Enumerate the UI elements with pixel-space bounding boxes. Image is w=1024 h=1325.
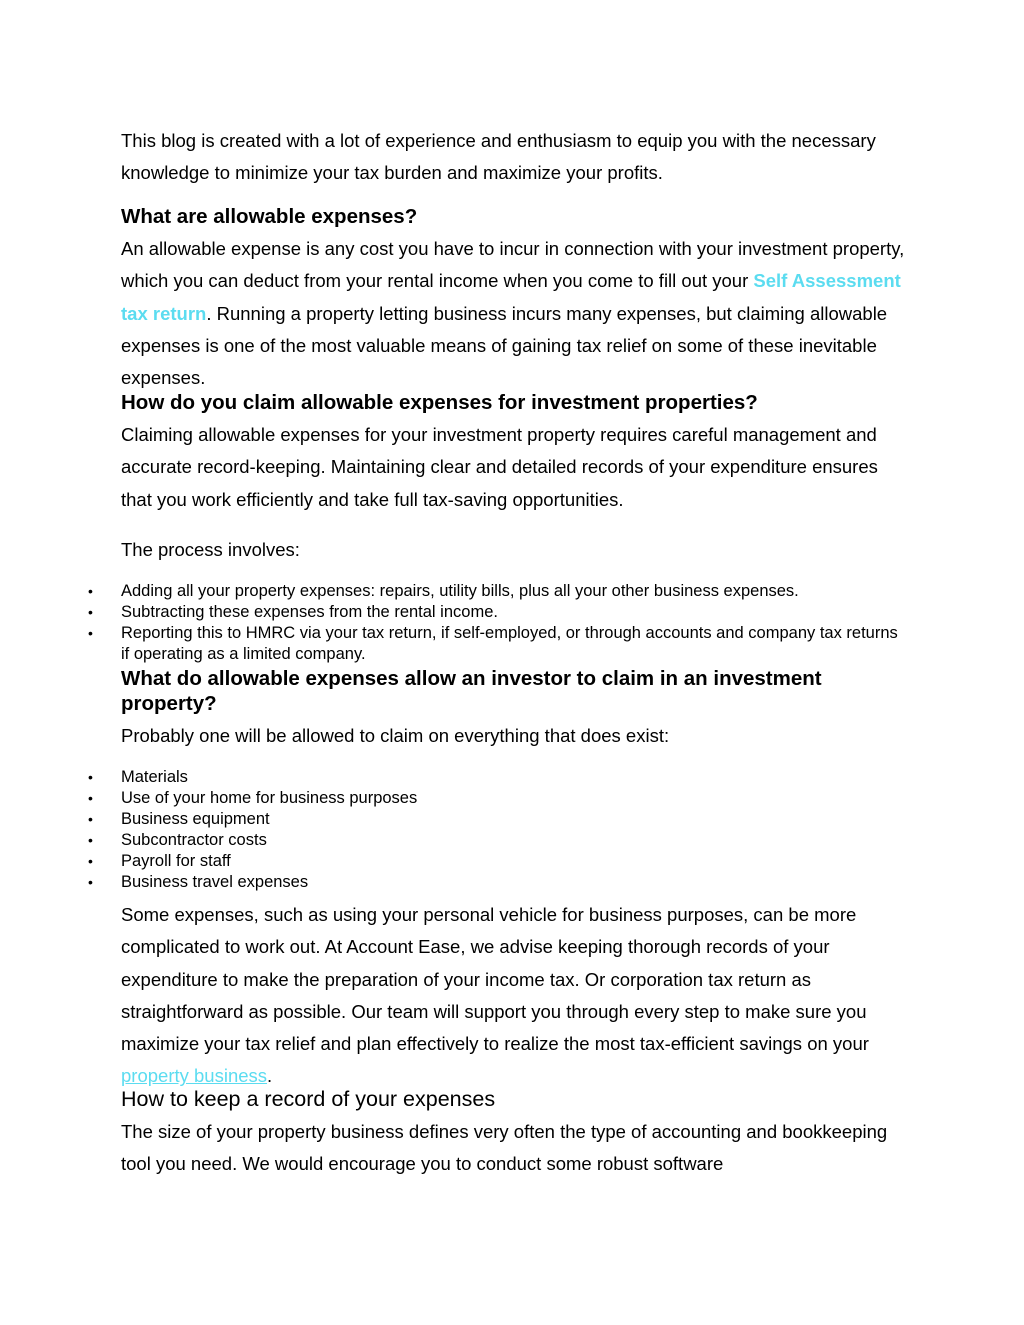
list-item-text: Subcontractor costs bbox=[121, 831, 267, 849]
list-item-text: Materials bbox=[121, 768, 188, 786]
record-keeping-paragraph: The size of your property business defines very often the type of accounting and bookkeeping tool you need. We would encourage you to conduct some robust software bbox=[121, 1121, 888, 1175]
process-intro-text: The process involves: bbox=[121, 538, 300, 560]
self-assessment-link[interactable]: Self Assessment tax return bbox=[121, 270, 901, 324]
allowable-expenses-paragraph bbox=[121, 233, 911, 394]
list-item-text: Reporting this to HMRC via your tax return, if self-employed, or through accounts and company tax returns if operating as a limited company. bbox=[121, 624, 898, 663]
closing-section bbox=[121, 899, 911, 1093]
list-item bbox=[0, 851, 910, 872]
bullet-icon: • bbox=[88, 811, 93, 827]
list-item bbox=[0, 602, 910, 623]
section-heading-allowable-expenses: What are allowable expenses? bbox=[121, 205, 418, 228]
list-item-text: Payroll for staff bbox=[121, 852, 231, 870]
allowable-expenses-text-start: An allowable expense is any cost you have to incur in connection with your investment property, which you can deduct from your rental income when you come to fill out your bbox=[121, 238, 905, 292]
list-item bbox=[0, 872, 910, 893]
claim-expenses-section bbox=[121, 390, 911, 566]
bullet-icon: • bbox=[88, 790, 93, 806]
list-item bbox=[0, 581, 910, 602]
bullet-icon: • bbox=[88, 769, 93, 785]
property-business-link[interactable]: property business bbox=[121, 1065, 268, 1087]
list-item-text: Adding all your property expenses: repairs, utility bills, plus all your other business expenses. bbox=[121, 582, 799, 600]
bullet-icon: • bbox=[88, 625, 93, 641]
list-item-text: Business travel expenses bbox=[121, 873, 309, 891]
list-item-text: Use of your home for business purposes bbox=[121, 789, 418, 807]
intro-section bbox=[121, 125, 911, 190]
claim-expenses-paragraph: Claiming allowable expenses for your investment property requires careful management and accurate record-keeping. Maintaining clear and detailed records of your expenditure ensures that you work efficiently and take full tax-saving opportunities. bbox=[121, 424, 878, 510]
section-heading-claim-expenses: How do you claim allowable expenses for investment properties? bbox=[121, 391, 758, 414]
closing-text-end: . bbox=[267, 1065, 273, 1087]
section-heading-investor-claims: What do allowable expenses allow an investor to claim in an investment property? bbox=[121, 667, 822, 715]
bullet-icon: • bbox=[88, 853, 93, 869]
closing-text-start: Some expenses, such as using your personal vehicle for business purposes, can be more complicated to work out. At Account Ease, we advise keeping thorough records of your expenditure to make the preparation of your income tax. Or corporation tax return as straightforward as possible. Our team will support you through every step to make sure you maximize your tax relief and plan effectively to realize the most tax-efficient savings on your bbox=[121, 904, 869, 1055]
closing-paragraph bbox=[121, 899, 911, 1093]
allowable-expenses-section bbox=[121, 204, 911, 394]
process-steps-list bbox=[0, 581, 910, 665]
investor-claims-intro: Probably one will be allowed to claim on everything that does exist: bbox=[121, 725, 670, 746]
list-item bbox=[0, 788, 910, 809]
bullet-icon: • bbox=[88, 604, 93, 620]
section-heading-record-keeping: How to keep a record of your expenses bbox=[121, 1087, 496, 1111]
list-item bbox=[0, 767, 910, 788]
list-item bbox=[0, 830, 910, 851]
record-keeping-section bbox=[121, 1087, 911, 1181]
list-item bbox=[0, 809, 910, 830]
list-item-text: Business equipment bbox=[121, 810, 270, 828]
list-item bbox=[0, 623, 910, 665]
claimable-items-list bbox=[0, 767, 910, 893]
investor-claims-section bbox=[121, 666, 911, 752]
intro-paragraph: This blog is created with a lot of experience and enthusiasm to equip you with the necessary knowledge to minimize your tax burden and maximize your profits. bbox=[121, 130, 876, 184]
bullet-icon: • bbox=[88, 583, 93, 599]
list-item-text: Subtracting these expenses from the rental income. bbox=[121, 603, 498, 621]
allowable-expenses-text-end: . Running a property letting business incurs many expenses, but claiming allowable expenses is one of the most valuable means of gaining tax relief on some of these inevitable expenses. bbox=[121, 302, 888, 389]
bullet-icon: • bbox=[88, 832, 93, 848]
bullet-icon: • bbox=[88, 874, 93, 890]
